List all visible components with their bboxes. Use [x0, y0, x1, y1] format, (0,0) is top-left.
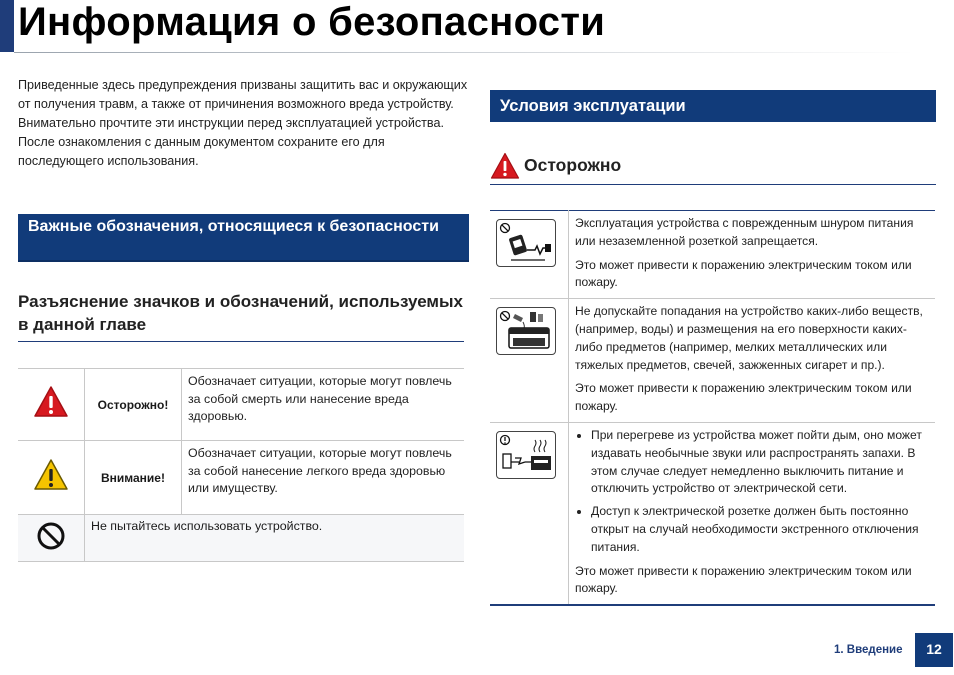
page-number: 12: [915, 633, 953, 667]
caution-consequence: Это может привести к поражению электрическим током или пожару.: [575, 563, 912, 596]
symbols-legend-table: [18, 368, 464, 562]
title-accent-bar: [0, 0, 14, 52]
subheading-divider: [18, 341, 464, 342]
damaged-cord-icon: [496, 219, 556, 267]
warning-red-icon: [18, 369, 85, 441]
overheat-unplug-icon: [496, 431, 556, 479]
caution-consequence: Это может привести к поражению электрическим током или пожару.: [575, 381, 912, 414]
legend-description: Обозначает ситуации, которые могут повлечь за собой нанесение легкого вреда здоровью или имуществу.: [182, 441, 465, 515]
caution-text: Эксплуатация устройства с поврежденным шнуром питания или незаземленной розеткой запрещается.: [575, 216, 914, 248]
cautions-table: [490, 210, 935, 606]
caution-label: Осторожно: [524, 155, 622, 175]
section-heading-symbols: Важные обозначения, относящиеся к безопасности: [18, 214, 469, 262]
liquid-on-printer-icon: [496, 307, 556, 355]
intro-paragraph: Приведенные здесь предупреждения призваны защитить вас и окружающих от получения травм, а также от причинения возможного вреда устройству. Внимательно прочтите эти инструкции перед эксплуатацией устройства. После ознакомления с данным документом сохраните его для последующего использования.: [18, 78, 468, 168]
legend-description: Обозначает ситуации, которые могут повлечь за собой смерть или нанесение вреда здоровью.: [182, 369, 465, 441]
caution-bullet-list: [575, 427, 929, 557]
caution-row: [490, 422, 935, 605]
legend-term: Внимание!: [85, 441, 182, 515]
legend-term: Осторожно!: [85, 369, 182, 441]
legend-description: Не пытайтесь использовать устройство.: [85, 515, 465, 562]
title-divider: [14, 52, 914, 53]
caution-consequence: Это может привести к поражению электрическим током или пожару.: [575, 257, 912, 290]
legend-row: [18, 515, 464, 562]
legend-row: [18, 369, 464, 441]
caution-bullet: • Доступ к электрической розетке должен быть постоянно открыт на случай необходимости экстренного отключения питания.: [591, 503, 929, 556]
footer-chapter-link[interactable]: 1. Введение: [834, 644, 903, 656]
caution-yellow-icon: [18, 441, 85, 515]
caution-text: Не допускайте попадания на устройство каких-либо веществ, (например, воды) и размещения на его поверхности каких-либо предметов (например, мелких металлических или тяжелых предметов, свечей, зажженных сигарет и пр.).: [575, 304, 923, 372]
caution-heading: [490, 150, 936, 185]
legend-row: [18, 441, 464, 515]
warning-red-icon: [490, 152, 520, 180]
section-heading-operating-conditions: Условия эксплуатации: [490, 90, 936, 122]
caution-bullet: • При перегреве из устройства может пойти дым, оно может издавать необычные звуки или распространять запахи. В этом случае следует немедленно выключить питание и отключить устройство от электрической сети.: [591, 427, 929, 498]
prohibited-icon: [18, 515, 85, 562]
page-title: Информация о безопасности: [18, 0, 606, 44]
subheading-icons-explanation: Разъяснение значков и обозначений, используемых в данной главе: [18, 292, 463, 334]
caution-row: [490, 299, 935, 423]
caution-row: [490, 211, 935, 299]
